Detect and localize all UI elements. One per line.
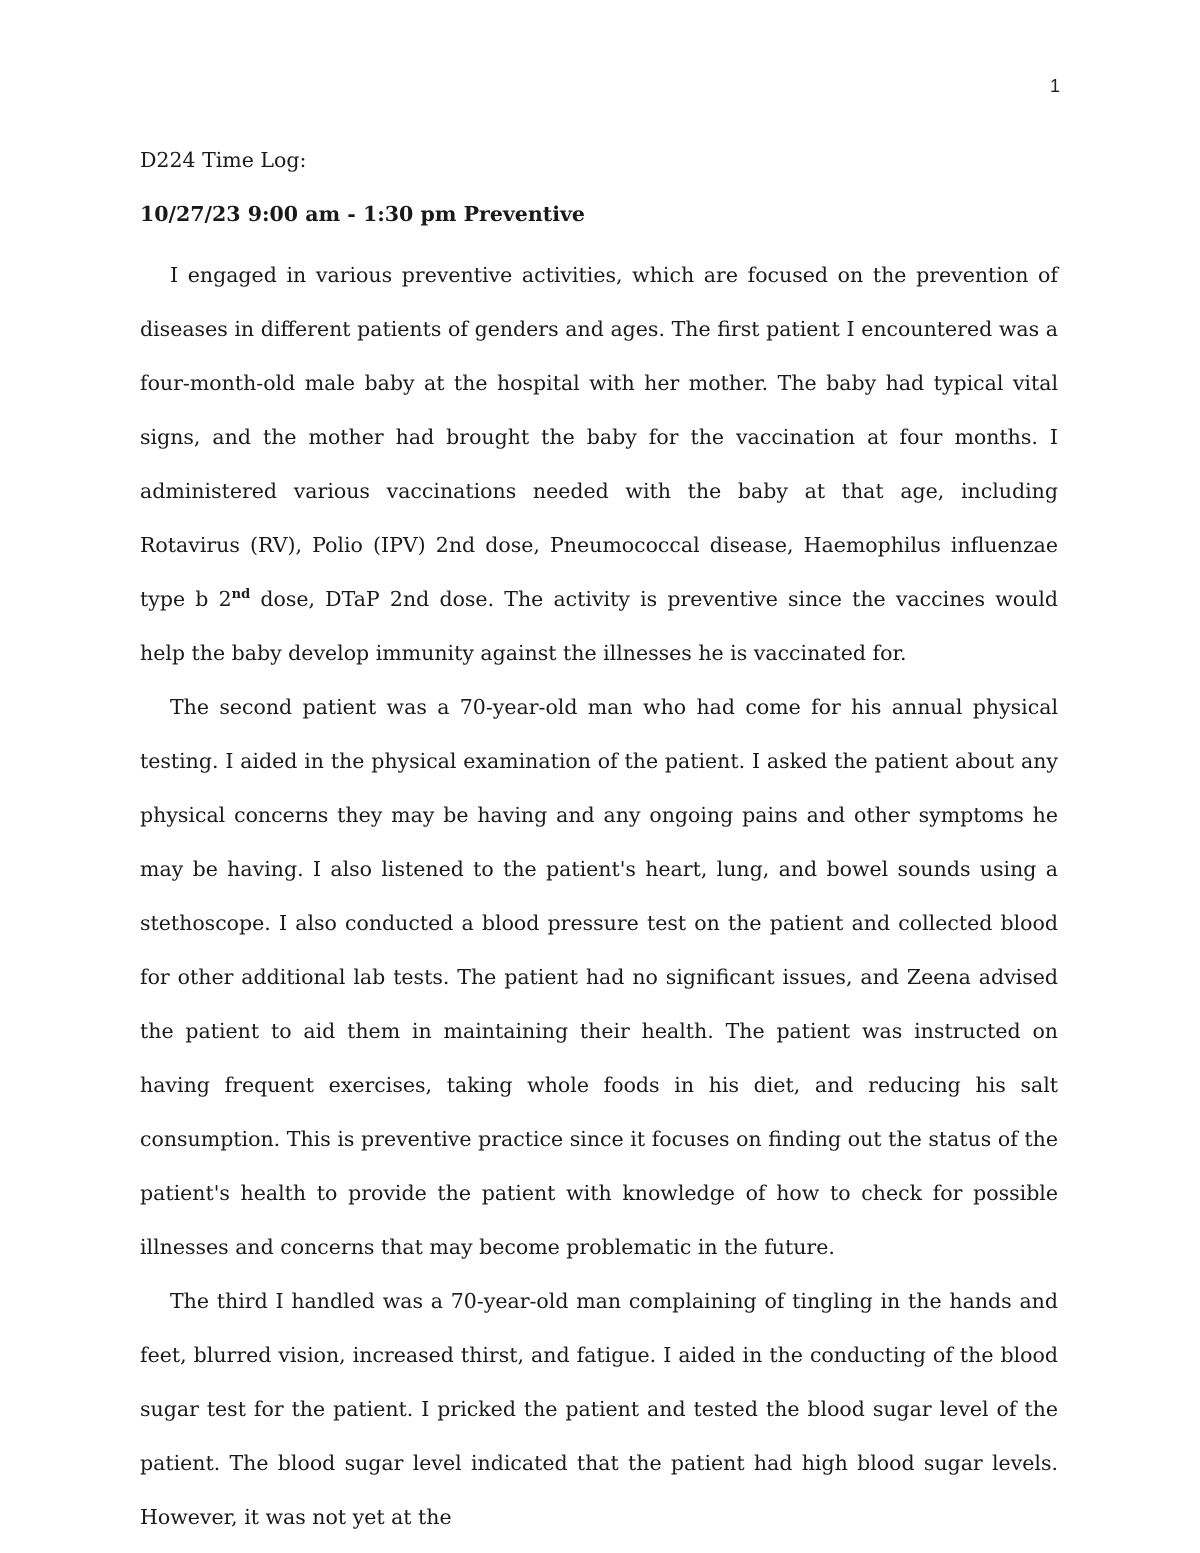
paragraph-preventive-vaccination (140, 248, 1058, 680)
paragraph-text: I engaged in various preventive activities, which are focused on the prevention of diseases in different patients of genders and ages. The first patient I encountered was a four-month-old male baby at the hospital with her mother. The baby had typical vital signs, and the mother had brought the baby for the vaccination at four months. I administered various vaccinations needed with the baby at that age, including Rotavirus (RV), Polio (IPV) 2nd dose, Pneumococcal disease, Haemophilus influenzae type b 2 (140, 263, 1058, 611)
paragraph-blood-sugar-test: The third I handled was a 70-year-old man complaining of tingling in the hands and feet, blurred vision, increased thirst, and fatigue. I aided in the conducting of the blood sugar test for the patient. I pricked the patient and tested the blood sugar level of the patient. The blood sugar level indicated that the patient had high blood sugar levels. However, it was not yet at the (140, 1289, 1058, 1529)
document-body (140, 140, 1058, 1544)
ordinal-superscript: nd (231, 587, 251, 603)
paragraph-annual-physical: The second patient was a 70-year-old man who had come for his annual physical testing. I aided in the physical examination of the patient. I asked the patient about any physical concerns they may be having and any ongoing pains and other symptoms he may be having. I also listened to the patient's heart, lung, and bowel sounds using a stethoscope. I also conducted a blood pressure test on the patient and collected blood for other additional lab tests. The patient had no significant issues, and Zeena advised the patient to aid them in maintaining their health. The patient was instructed on having frequent exercises, taking whole foods in his diet, and reducing his salt consumption. This is preventive practice since it focuses on finding out the status of the patient's health to provide the patient with knowledge of how to check for possible illnesses and concerns that may become problematic in the future. (140, 695, 1058, 1259)
log-entry-heading: 10/27/23 9:00 am - 1:30 pm Preventive (140, 202, 585, 226)
document-title: D224 Time Log: (140, 148, 307, 172)
paragraph-text: dose, DTaP 2nd dose. The activity is preventive since the vaccines would help the baby develop immunity against the illnesses he is vaccinated for. (140, 587, 1059, 665)
page-number: 1 (1049, 76, 1060, 96)
